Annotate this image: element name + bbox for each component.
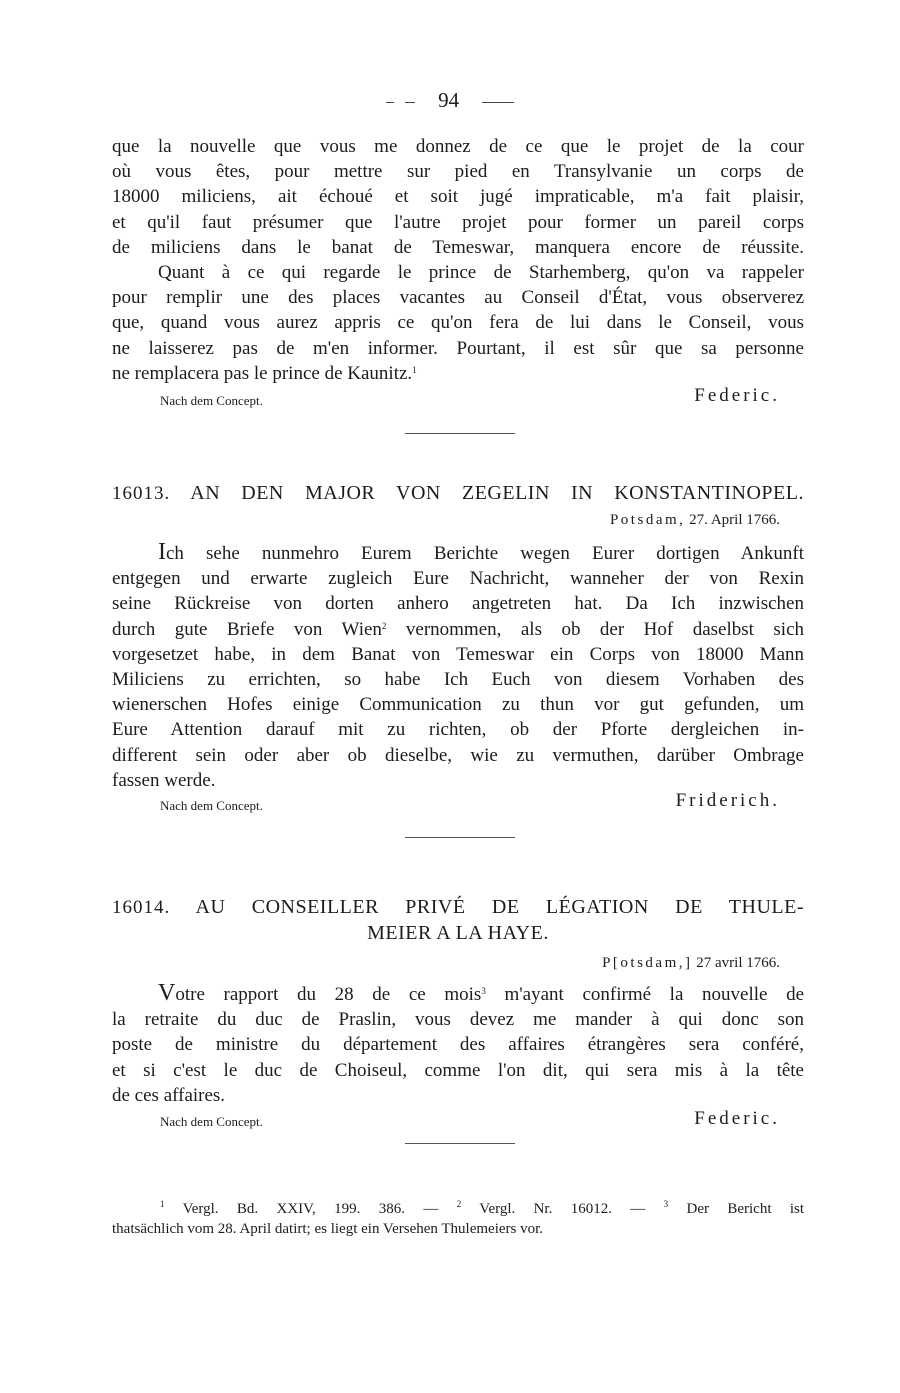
letter-heading [112, 482, 804, 505]
letter-number: 16013. [112, 483, 171, 504]
text-line: et si c'est le duc de Choiseul, comme l'on dit, qui sera mis à la tête [112, 1059, 804, 1081]
signature: Federic. [694, 385, 780, 406]
text-line [112, 540, 804, 566]
source-note: Nach dem Concept. [160, 393, 263, 408]
text-span: ch sehe nunmehro Eurem Berichte wegen Eurer dortigen Ankunft [166, 543, 804, 564]
text-line: Quant à ce qui regarde le prince de Starhemberg, qu'on va rappeler [158, 262, 804, 283]
letter-heading [112, 896, 804, 919]
footnote-number: 1 [160, 1199, 165, 1209]
footnote-marker: 3 [481, 986, 486, 996]
text-line: vorgesetzet habe, in dem Banat von Temeswar ein Corps von 18000 Mann [112, 643, 804, 665]
source-note: Nach dem Concept. [160, 1114, 263, 1129]
text-line: ne laisserez pas de m'en informer. Pourtant, il est sûr que sa personne [112, 337, 804, 359]
text-line: poste de ministre du département des affaires étrangères sera conféré, [112, 1034, 804, 1056]
separator-rule [405, 433, 515, 434]
letter-number: 16014. [112, 897, 171, 918]
text-span: ne remplacera pas le prince de Kaunitz. [112, 362, 413, 384]
page-number: 94 [438, 88, 460, 112]
text-line: seine Rückreise von dorten anhero angetreten hat. Da Ich inzwischen [112, 593, 804, 615]
date: 27. April 1766. [689, 512, 780, 528]
letter-body [112, 981, 804, 1108]
text-line: et qu'il faut présumer que l'autre projet pour former un pareil corps [112, 211, 804, 233]
dateline [602, 955, 780, 972]
text-line: Eure Attention darauf mit zu richten, ob der Pforte dergleichen in- [112, 719, 804, 741]
header-dash [405, 102, 415, 103]
letter-title: AN DEN MAJOR VON ZEGELIN IN KONSTANTINOPEL. [190, 482, 804, 504]
text-span: vernommen, als ob der Hof daselbst sich [405, 618, 804, 640]
text-line: que la nouvelle que vous me donnez de ce que le projet de la cour [112, 136, 804, 157]
source-note: Nach dem Concept. [160, 798, 263, 813]
paragraph-1 [112, 134, 804, 260]
letter-title: AU CONSEILLER PRIVÉ DE LÉGATION DE THULE- [195, 896, 804, 918]
text-line: fassen werde. [112, 769, 216, 791]
text-line: de miliciens dans le banat de Temeswar, manquera encore de réussite. [112, 236, 804, 258]
footnotes [112, 1199, 804, 1239]
footnote-number: 2 [456, 1199, 462, 1209]
text-span: m'ayant confirmé la nouvelle de [504, 984, 805, 1005]
text-line: où vous êtes, pour mettre sur pied en Transylvanie un corps de [112, 161, 804, 183]
text-line [112, 617, 804, 642]
separator-rule [405, 837, 515, 838]
date-place: Potsdam, [609, 512, 686, 528]
footnote-marker: 2 [381, 620, 387, 631]
footnote-line: thatsächlich vom 28. April datirt; es liegt ein Versehen Thulemeiers vor. [112, 1221, 544, 1237]
date: 27 avril 1766. [696, 955, 780, 971]
signature: Federic. [694, 1108, 780, 1129]
text-line: Miliciens zu errichten, so habe Ich Euch von diesem Vorhaben des [112, 669, 804, 691]
dateline [610, 512, 780, 529]
header-dash [386, 102, 394, 103]
text-line: 18000 miliciens, ait échoué et soit jugé impraticable, m'a fait plaisir, [112, 186, 804, 208]
text-span: durch gute Briefe von Wien [112, 618, 382, 640]
paragraph-2 [112, 260, 804, 386]
letter-body [112, 540, 804, 793]
footnote-number: 3 [663, 1199, 669, 1209]
footnote-marker: 1 [412, 364, 417, 375]
header-dash [482, 102, 514, 103]
footnote-text: Der Bericht ist [686, 1201, 805, 1217]
text-line: wienerschen Hofes einige Communication zu thun vor gut gefunden, um [112, 694, 804, 716]
text-line: que, quand vous aurez appris ce qu'on fera de lui dans le Conseil, vous [112, 312, 804, 334]
text-line: entgegen und erwarte zugleich Eure Nachricht, wanneher der von Rexin [112, 568, 804, 590]
footnote-text: Vergl. Bd. XXIV, 199. 386. — [182, 1201, 439, 1217]
initial-letter: I [158, 539, 166, 565]
footnote-line [112, 1199, 804, 1219]
text-line: la retraite du duc de Praslin, vous devez me mander à qui donc son [112, 1009, 804, 1031]
text-line [112, 981, 804, 1007]
signature: Friderich. [675, 790, 780, 811]
separator-rule [405, 1143, 515, 1144]
text-span: otre rapport du 28 de ce mois [175, 984, 482, 1005]
date-place: P[otsdam,] [602, 955, 693, 971]
text-line: de ces affaires. [112, 1084, 226, 1106]
footnote-text: Vergl. Nr. 16012. — [479, 1201, 646, 1217]
letter-heading-continued: MEIER A LA HAYE. [367, 922, 549, 944]
initial-letter: V [158, 980, 176, 1006]
text-line [112, 361, 804, 386]
page-header [0, 88, 900, 113]
text-line: different sein oder aber ob dieselbe, wie zu vermuthen, darüber Ombrage [112, 744, 804, 766]
text-line: pour remplir une des places vacantes au Conseil d'État, vous observerez [112, 287, 804, 309]
